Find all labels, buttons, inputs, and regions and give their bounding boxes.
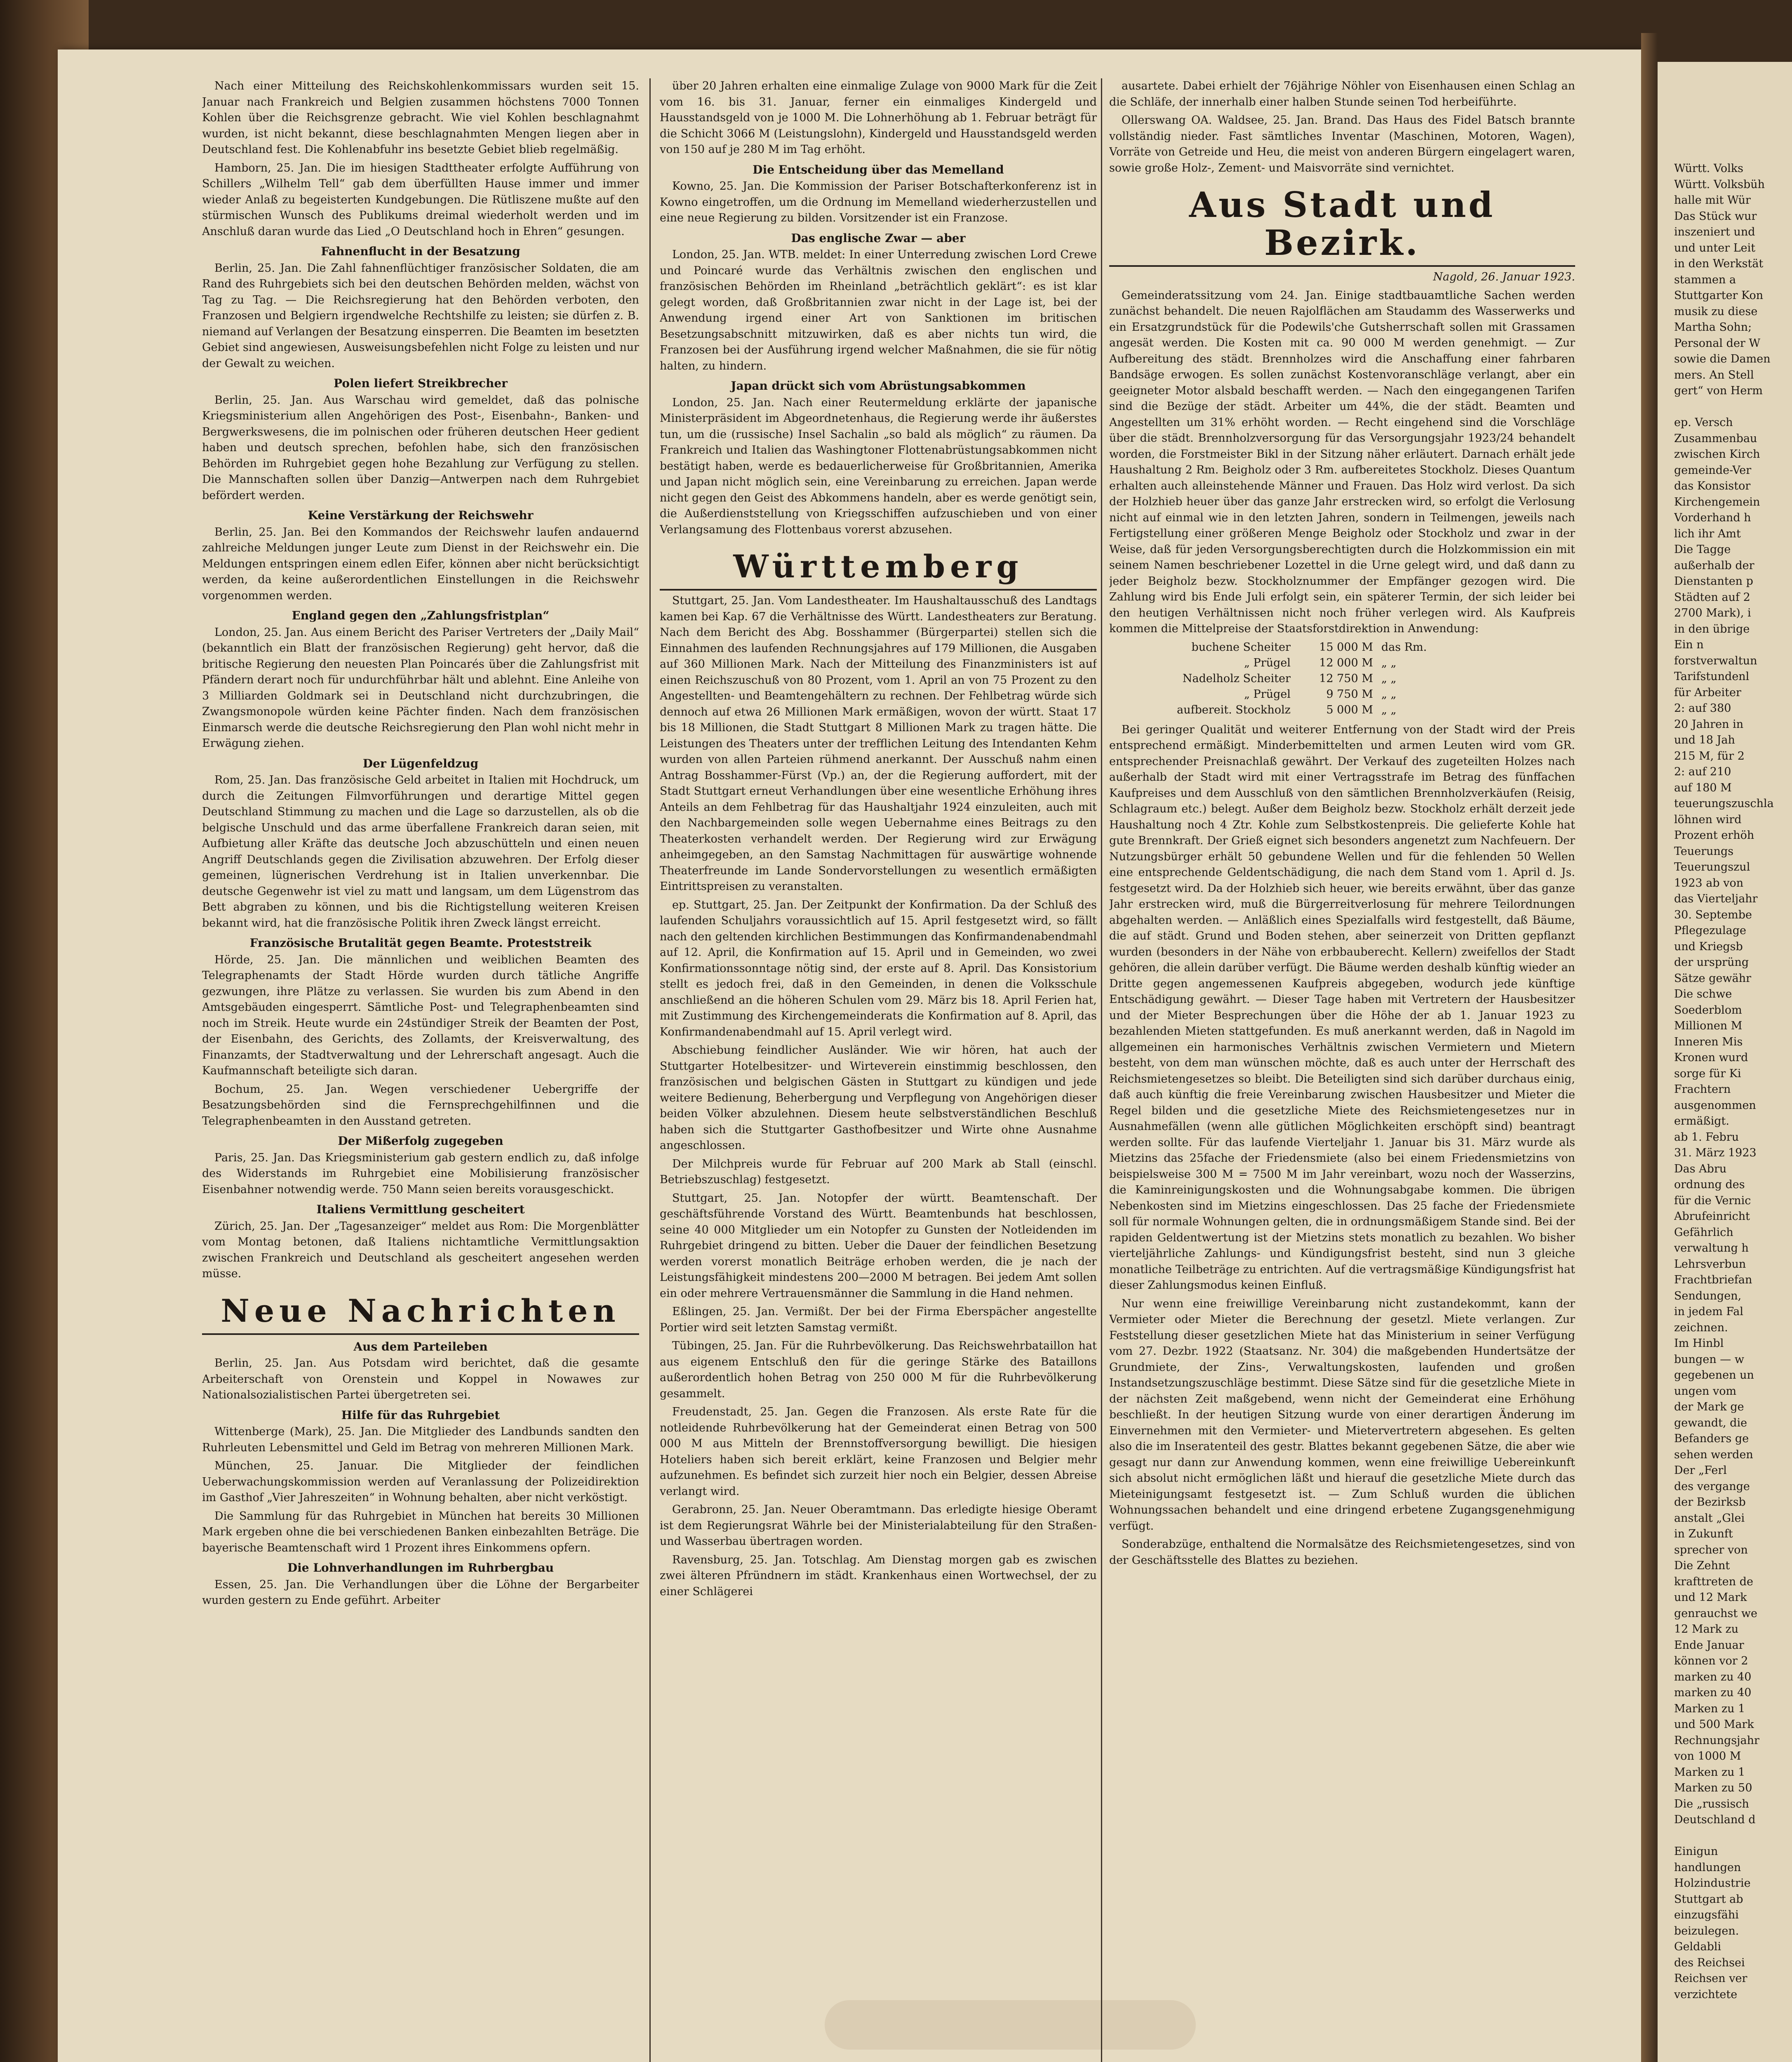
- article-headline: Das englische Zwar — aber: [791, 231, 966, 245]
- adjacent-page-line: musik zu diese: [1674, 305, 1758, 318]
- article-paragraph: Eßlingen, 25. Jan. Vermißt. Der bei der Firma Eberspächer angestellte Portier wird seit letzten Samstag vermißt.: [660, 1305, 1097, 1334]
- adjacent-page-line: Martha Sohn;: [1674, 321, 1752, 334]
- article-headline: Der Lügenfeldzug: [362, 756, 479, 770]
- article-paragraph: Berlin, 25. Jan. Aus Potsdam wird berichtet, daß die gesamte Arbeiterschaft von Orenstein und Koppel in Nowawes zur Nationalsozialistischen Partei übergetreten sei.: [202, 1357, 639, 1401]
- adjacent-page-line: Ein n: [1674, 638, 1704, 651]
- article-paragraph: Stuttgart, 25. Jan. Vom Landestheater. Im Haushaltausschuß des Landtags kamen bei Kap. 67 die Verhältnisse des Württ. Landestheaters zur Beratung. Nach dem Bericht des Abg. Bosshammer (Bürgerpartei) stellen sich die Einnahmen des laufenden Rechnungsjahres auf 179 Millionen, die Ausgaben auf 360 Millionen Mark. Nach der Mitteilung des Finanzministers ist auf einen Reichszuschuß von 80 Prozent, vom 1. April an von 75 Prozent zu den Angestellten- und Beamtengehältern zu rechnen. Der Fehlbetrag würde sich dennoch auf etwa 26 Millionen Mark ermäßigen, wovon der württ. Staat 17 bis 18 Millionen, die Stadt Stuttgart 8 Millionen Mark zu tragen hätte. Die Leistungen des Theaters unter der trefflichen Leitung des Intendanten Kehm wurden von allen Parteien rühmend anerkannt. Der Ausschuß nahm einen Antrag Bosshammer-Fürst (Vp.) an, der die Regierung auffordert, mit der Stadt Stuttgart erneut Verhandlungen über eine wesentliche Erhöhung ihres Anteils an dem Fehlbetrag für das Haushaltjahr 1924 einzuleiten, auch mit den Nachbargemeinden solle wegen Uebernahme eines Beitrags zu den Theaterkosten verhandelt werden. Der Regierung wird zur Erwägung anheimgegeben, an den Samstag Nachmittagen für auswärtige wohnende Theaterfreunde im Lande Sondervorstellungen zu wesentlich ermäßigten Eintrittspreisen zu veranstalten.: [660, 594, 1097, 893]
- adjacent-page-line: der Bezirksb: [1674, 1496, 1746, 1509]
- article-paragraph: Berlin, 25. Jan. Bei den Kommandos der Reichswehr laufen andauernd zahlreiche Meldungen junger Leute zum Dienst in der Reichswehr ein. Die Meldungen entspringen einem edlen Eifer, können aber nicht berücksichtigt werden, da keine außerordentlichen Einstellungen in die Reichswehr vorgenommen werden.: [202, 525, 639, 602]
- article-paragraph: Nur wenn eine freiwillige Vereinbarung nicht zustandekommt, kann der Vermieter oder Mieter die Berechnung der gesetzl. Miete verlangen. Zur Feststellung dieser gesetzlichen Miete hat das Ministerium in seiner Verfügung vom 27. Dezbr. 1922 (Staatsanz. Nr. 304) die maßgebenden Hundertsätze der Grundmiete, der Zins-, Verwaltungskosten, laufenden und großen Instandsetzungszuschläge bestimmt. Diese Sätze sind für die gesetzliche Miete in der nächsten Zeit maßgebend, wenn nicht der Gemeinderat eine Erhöhung beschließt. In der heutigen Sitzung wurde von einer derartigen Änderung im Einvernehmen mit den Vermieter- und Mietervertretern abgesehen. Es gelten also die im Inseratenteil des gestr. Blattes bekannt gegebenen Sätze, die aber wie gesagt nur dann zur Anwendung kommen, wenn eine freiwillige Uebereinkunft sich absolut nicht ermöglichen läßt und hierauf die gesetzliche Miete durch das Mieteinigungsamt festgesetzt ist. — Zum Schluß wurden die üblichen Wohnungssachen behandelt und eine dringend erbetene Zugangsgenehmigung verfügt.: [1109, 1297, 1575, 1532]
- adjacent-page-line: inszeniert und: [1674, 226, 1755, 238]
- adjacent-page-line: des vergange: [1674, 1480, 1750, 1493]
- adjacent-page-line: handlungen: [1674, 1861, 1741, 1874]
- article-paragraph: Hamborn, 25. Jan. Die im hiesigen Stadttheater erfolgte Aufführung von Schillers „Wilhelm Tell“ gab dem überfüllten Hause immer und immer wieder Anlaß zu begeisterten Kundgebungen. Die Rütliszene mußte auf den stürmischen Wunsch des Publikums dreimal wiederholt werden und im Anschluß daran wurde das Lied „O Deutschland hoch in Ehren“ gesungen.: [202, 161, 639, 238]
- adjacent-page-line: Das Abru: [1674, 1162, 1727, 1175]
- adjacent-page-line: auf 180 M: [1674, 781, 1732, 794]
- article-headline: Die Lohnverhandlungen im Ruhrbergbau: [287, 1561, 554, 1575]
- article-paragraph: Berlin, 25. Jan. Aus Warschau wird gemeldet, daß das polnische Kriegsministerium allen Angehörigen des Post-, Eisenbahn-, Banken- und Bergwerkswesens, die im polnischen oder früheren deutschen Heer gedient haben und deutsch sprechen, befohlen habe, sich den französischen Behörden im Ruhrgebiet gegen hohe Bezahlung zur Verfügung zu stellen. Die Mannschaften sollen über Danzig—Antwerpen nach dem Ruhrgebiet befördert werden.: [202, 393, 639, 502]
- adjacent-page-line: und Kriegsb: [1674, 940, 1743, 953]
- adjacent-page-line: Deutschland d: [1674, 1813, 1756, 1826]
- article-paragraph: ep. Stuttgart, 25. Jan. Der Zeitpunkt der Konfirmation. Da der Schluß des laufenden Schuljahrs voraussichtlich auf 15. April festgesetzt wird, so fällt nach den geltenden kirchlichen Bestimmungen das Konfirmandenabendmahl auf 12. April, die Konfirmation auf 15. April und in Gemeinden, wo zwei Konfirmationssonntage nötig sind, der erste auf 8. April. Das Konsistorium stellt es jedoch frei, daß in den Gemeinden, in denen die Volksschule anschließend an die höheren Schulen vom 29. März bis 18. April Ferien hat, mit Zustimmung des Kirchengemeinderats die Konfirmation auf 8. April, das Konfirmandenabendmahl auf 15. April verlegt wird.: [660, 898, 1097, 1038]
- adjacent-page-line: 30. Septembe: [1674, 908, 1752, 921]
- adjacent-page-line: Kronen wurd: [1674, 1051, 1748, 1064]
- article-headline: Japan drückt sich vom Abrüstungsabkommen: [731, 379, 1026, 393]
- adjacent-page-line: ordnung des: [1674, 1178, 1745, 1191]
- adjacent-page-line: Württ. Volksbüh: [1674, 178, 1765, 191]
- adjacent-page-line: Marken zu 1: [1674, 1702, 1745, 1715]
- adjacent-page-line: für die Vernic: [1674, 1194, 1751, 1207]
- article-paragraph: Stuttgart, 25. Jan. Notopfer der württ. Beamtenschaft. Der geschäftsführende Vorstand des Württ. Beamtenbunds hat beschlossen, seine 40 000 Mitglieder um ein Notopfer zu Gunsten der Notleidenden im Ruhrgebiet dringend zu bitten. Ueber die Dauer der feindlichen Besetzung werden vorerst monatlich Beiträge erhoben werden, die je nach der Leistungsfähigkeit mindestens 200—2000 M betragen. Bei jedem Amt sollen ein oder mehrere Vertrauensmänner die Sammlung in die Hand nehmen.: [660, 1191, 1097, 1300]
- article-paragraph: Bei geringer Qualität und weiterer Entfernung von der Stadt wird der Preis entsprechend ermäßigt. Minderbemittelten und armen Leuten wird vom GR. entsprechender Preisnachlaß gewährt. Der Verkauf des zugeteilten Holzes nach außerhalb der Stadt wird mit einer Vertragsstrafe im Betrag des fünffachen Kaufpreises und dem Ausschluß von den sämtlichen Brennholzverkäufen (Reisig, Schlagraum etc.) belegt. Außer dem Beigholz bezw. Stockholz erhält derzeit jede Haushaltung noch 4 Ztr. Kohle zum Selbstkostenpreis. Die gelieferte Kohle hat gute Brennkraft. Der Grieß eignet sich besonders angenetzt zum Nachfeuern. Der Nutzungsbürger erhält 50 gebundene Wellen und für die fehlenden 50 Wellen eine entsprechende Geldentschädigung, die nach dem Stand vom 1. April d. Js. festgesetzt wird. Da der Holzhieb sich heuer, wie bereits erwähnt, über das ganze Jahr erstrecken wird, muß die Bürgerreitverlosung für mehrere Teilordnungen abgehalten werden. — Anläßlich eines Spezialfalls wird festgestellt, daß Bäume, die auf städt. Grund und Boden stehen, aber seinerzeit von Dritten gepflanzt wurden (besonders in der Nähe von erbbauberecht. Kellern) zweifellos der Stadt gehören, die allein darüber verfügt. Die Bäume werden deshalb künftig wieder an Dritte gegen angemessenen Kaufpreis abgegeben, wodurch jede künftige Entschädigung gewährt. — Dieser Tage haben mit Vertretern der Hausbesitzer und der Mieter Besprechungen über die Höhe der ab 1. Januar 1923 zu bezahlenden Mieten stattgefunden. Es muß anerkannt werden, daß in Nagold im allgemeinen ein harmonisches Verhältnis zwischen Vermietern und Mietern besteht, von dem man wünschen möchte, daß es auch unter der Herrschaft des Reichsmietengesetzes so bleibt. Die Beteiligten sind sich darüber durchaus einig, daß auch künftig die freie Vereinbarung zwischen Hausbesitzer und Mieter die Regel bilden und die gesetzliche Miete des Reichsmietengesetzes nur in Ausnahmefällen (wenn alle gütlichen Möglichkeiten erschöpft sind) beantragt werden sollte. Für das laufende Vierteljahr 1. Januar bis 31. März wurde als Mietzins das 25fache der Friedensmiete (also bei einem Friedensmietzins von beispielsweise 300 M = 7500 M im Jahr vereinbart, wozu noch der Wasserzins, die Kaminreinigungskosten und die Wohnungsabgabe kommen. Die übrigen Nebenkosten sind im Mietzins eingeschlossen. Das 25 fache der Friedensmiete soll für normale Wohnungen gelten, die in ordnungsmäßigem Stande sind. Bei der rapiden Geldentwertung ist der Mietzins stets monatlich zu bezahlen. Wo bisher vierteljährliche Zahlungs- und Kündigungsfrist besteht, sind nun 3 gleiche monatliche Teilbeträge zu entrichten. Auf die vertragsmäßige Kündigungsfrist hat dieser Zahlungsmodus keinen Einfluß.: [1109, 723, 1575, 1292]
- price-table-cell: „ Prügel: [1244, 687, 1291, 701]
- price-table-cell: 9 750 M: [1326, 687, 1373, 701]
- adjacent-page-line: Frachtern: [1674, 1083, 1731, 1096]
- adjacent-page-line: in den Werkstät: [1674, 257, 1764, 270]
- adjacent-page-line: in Zukunft: [1674, 1528, 1733, 1540]
- adjacent-page-line: Die Zehnt: [1674, 1559, 1730, 1572]
- adjacent-page-line: für Arbeiter: [1674, 686, 1741, 699]
- adjacent-page-line: Ende Januar: [1674, 1638, 1744, 1652]
- adjacent-page-line: Frachtbriefan: [1674, 1273, 1752, 1286]
- price-table: [1109, 640, 1575, 718]
- adjacent-page-line: anstalt „Glei: [1674, 1511, 1745, 1525]
- adjacent-page-line: Befanders ge: [1674, 1432, 1749, 1445]
- adjacent-page-line: außerhalb der: [1674, 559, 1754, 572]
- price-table-row: [1109, 640, 1575, 655]
- price-table-cell: buchene Scheiter: [1191, 640, 1291, 654]
- adjacent-page-line: und 18 Jah: [1674, 734, 1735, 746]
- adjacent-page-line: verzichtete: [1674, 1988, 1738, 2001]
- price-table-cell: „ „: [1381, 656, 1397, 669]
- adjacent-page-line: forstverwaltun: [1674, 654, 1757, 667]
- article-paragraph: Kowno, 25. Jan. Die Kommission der Pariser Botschafterkonferenz ist in Kowno eingetroffen, um die Ordnung im Memelland wiederherzustellen und eine neue Regierung zu bilden. Vorsitzender ist ein Franzose.: [660, 180, 1097, 224]
- adjacent-page-line: gewandt, die: [1674, 1416, 1747, 1429]
- adjacent-page-line: 20 Jahren in: [1674, 718, 1744, 731]
- adjacent-page-line: 31. März 1923: [1674, 1146, 1757, 1159]
- adjacent-page-line: Gefährlich: [1674, 1226, 1733, 1239]
- price-table-row: [1109, 655, 1575, 671]
- adjacent-page-line: von 1000 M: [1674, 1750, 1741, 1763]
- column-rule: [1101, 78, 1102, 2062]
- price-table-row: [1109, 671, 1575, 687]
- section-heading: Aus Stadt und Bezirk.: [1109, 186, 1575, 267]
- adjacent-page-line: 2700 Mark), i: [1674, 607, 1751, 619]
- adjacent-page-line: [1674, 399, 1792, 415]
- article-paragraph: Gemeinderatssitzung vom 24. Jan. Einige stadtbauamtliche Sachen werden zunächst behandelt. Die neuen Rajolflächen am Staudamm des Wasserwerks und ein Ersatzgrundstück für die Podewils'che Gutsherrschaft sollen mit Grassamen angesät werden. Die Kosten mit ca. 90 000 M werden genehmigt. — Zur Aufbereitung des städt. Brennholzes wird die Anschaffung einer fahrbaren Bandsäge erwogen. Es sollen zunächst Kostenvoranschläge verlangt, aber ein geeigneter Motor alsbald beschafft werden. — Nach den eingegangenen Tarifen sind die Bezüge der städt. Arbeiter um 44%, die der städt. Beamten und Angestellten um 31% erhöht worden. — Recht eingehend sind die Vorschläge über die städt. Brennholzversorgung für das Versorgungsjahr 1923/24 behandelt worden, die Forstmeister Bikl in der Sitzung näher erläutert. Darnach erhält jede Haushaltung 2 Rm. Beigholz oder 3 Rm. aufbereitetes Stockholz. Dieses Quantum erhalten auch alleinstehende Männer und Frauen. Das Holz wird verlost. Da sich der Holzhieb heuer über das ganze Jahr erstrecken wird, so erfolgt die Verlosung nicht auf einmal wie in den letzten Jahren, sondern in Teilmengen, jeweils nach Fertigstellung einer größeren Menge Beigholz oder Stockholz und zwar in der Weise, daß für jeden Versorgungsberechtigten durch die Holzkommission ein mit seinem Namen beschriebener Lozettel in die Urne gelegt wird, und daß dann zu jeder Beigholz bezw. Stockholznummer der Empfänger gezogen wird. Die Zahlung wird bis Ende Juli erfolgt sein, ein späterer Termin, der sich leider bei den heutigen Verhältnissen nicht noch früher verlegen wird. Als Kaufpreis kommen die Mittelpreise der Staatsforstdirektion in Anwendung:: [1109, 289, 1575, 635]
- adjacent-page-line: 2: auf 210: [1674, 765, 1731, 778]
- price-table-cell: 15 000 M: [1319, 640, 1373, 654]
- adjacent-page-line: gert“ von Herm: [1674, 384, 1763, 397]
- column-2: [660, 78, 1097, 2062]
- adjacent-page-line: mers. An Stell: [1674, 368, 1754, 381]
- price-table-cell: 12 000 M: [1319, 656, 1373, 669]
- section-heading: Neue Nachrichten: [202, 1292, 639, 1335]
- adjacent-page-line: in den übrige: [1674, 622, 1750, 636]
- adjacent-page-line: Pflegezulage: [1674, 924, 1747, 937]
- adjacent-page-line: in jedem Fal: [1674, 1305, 1744, 1318]
- page-gutter: [1641, 33, 1658, 2062]
- adjacent-page-line: Teuerungszul: [1674, 861, 1750, 873]
- adjacent-page-line: stammen a: [1674, 273, 1736, 286]
- article-paragraph: Zürich, 25. Jan. Der „Tagesanzeiger“ meldet aus Rom: Die Morgenblätter vom Montag betonen, daß Italiens nichtamtliche Vermittlungsaktion zwischen Frankreich und Deutschland als gescheitert angesehen werden müsse.: [202, 1219, 639, 1280]
- adjacent-page-line: marken zu 40: [1674, 1686, 1752, 1699]
- section-heading: Württemberg: [660, 548, 1097, 591]
- adjacent-page-line: Holzindustrie: [1674, 1877, 1751, 1890]
- price-table-cell: Nadelholz Scheiter: [1182, 672, 1291, 685]
- adjacent-page-line: 1923 ab von: [1674, 876, 1744, 890]
- adjacent-page-line: Personal der W: [1674, 337, 1761, 350]
- article-paragraph: London, 25. Jan. Nach einer Reutermeldung erklärte der japanische Ministerpräsident im Abgeordnetenhaus, die Regierung werde ihr äußerstes tun, um die (russische) Insel Sachalin „so bald als möglich“ zu räumen. Da Frankreich und Italien das Washingtoner Flottenabrüstungsabkommen nicht bestätigt haben, werde es bedauerlicherweise für Großbritannien, Amerika und Japan nicht möglich sein, eine Vereinbarung zu erreichen. Japan werde nicht gegen den Geist des Abkommens handeln, aber es werde genötigt sein, die Außerdienststellung von Kriegsschiffen aufzuschieben und von einer Verlangsamung des Flottenbaus vorerst abzusehen.: [660, 396, 1097, 536]
- adjacent-page-line: und 500 Mark: [1674, 1718, 1754, 1731]
- adjacent-page-line: lich ihr Amt: [1674, 527, 1741, 540]
- adjacent-page-line: sehen werden: [1674, 1448, 1753, 1461]
- adjacent-page-line: des Reichsei: [1674, 1956, 1745, 1969]
- article-paragraph: über 20 Jahren erhalten eine einmalige Zulage von 9000 Mark für die Zeit vom 16. bis 31. Januar, ferner ein einmaliges Kindergeld und Hausstandsgeld von je 1000 M. Die Lohnerhöhung ab 1. Februar beträgt für die Schicht 3066 M (Leistungslohn), Kindergeld und Hausstandsgeld werden von 150 auf je 280 M im Tag erhöht.: [660, 80, 1097, 156]
- adjacent-page-line: das Konsistor: [1674, 480, 1751, 492]
- adjacent-page-line: sowie die Damen: [1674, 353, 1771, 365]
- article-headline: England gegen den „Zahlungsfristplan“: [292, 609, 550, 622]
- price-table-cell: 5 000 M: [1326, 703, 1373, 716]
- price-table-cell: „ „: [1381, 687, 1397, 701]
- adjacent-page-line: Kirchengemein: [1674, 495, 1760, 508]
- adjacent-page-line: Die schwe: [1674, 988, 1732, 1000]
- adjacent-page-line: löhnen wird: [1674, 813, 1742, 826]
- article-headline: Aus dem Parteileben: [353, 1339, 488, 1353]
- article-headline: Polen liefert Streikbrecher: [334, 377, 508, 390]
- adjacent-page-line: marken zu 40: [1674, 1670, 1752, 1683]
- price-table-cell: „ Prügel: [1244, 656, 1291, 669]
- article-paragraph: ausartete. Dabei erhielt der 76jährige Nöhler von Eisenhausen einen Schlag an die Schläfe, der innerhalb einer halben Stunde seinen Tod herbeiführte.: [1109, 80, 1575, 108]
- adjacent-page-line: zwischen Kirch: [1674, 448, 1760, 461]
- adjacent-page-line: [1674, 1828, 1792, 1844]
- price-table-row: [1109, 702, 1575, 718]
- adjacent-page-line: 215 M, für 2: [1674, 749, 1745, 763]
- article-headline: Französische Brutalität gegen Beamte. Proteststreik: [249, 936, 592, 950]
- adjacent-page: [1658, 62, 1792, 2062]
- adjacent-page-line: Zusammenbau: [1674, 432, 1757, 445]
- adjacent-page-line: ungen vom: [1674, 1384, 1737, 1398]
- adjacent-page-line: sprecher von: [1674, 1543, 1748, 1556]
- adjacent-page-line: Dienstanten p: [1674, 575, 1753, 588]
- adjacent-page-line: Tarifstundenl: [1674, 670, 1750, 683]
- adjacent-page-line: Stuttgart ab: [1674, 1893, 1743, 1906]
- adjacent-page-line: verwaltung h: [1674, 1242, 1749, 1255]
- adjacent-page-line: Die Tagge: [1674, 543, 1731, 556]
- article-paragraph: Berlin, 25. Jan. Die Zahl fahnenflüchtiger französischer Soldaten, die am Rand des Ruhrgebiets sich bei den deutschen Behörden melden, wächst von Tag zu Tag. — Die Reichsregierung hat den Behörden verboten, den Franzosen und Belgiern irgendwelche Rechtshilfe zu leisten; sie dürfen z. B. niemand auf Verlangen der Besatzung einsperren. Die Beamten im besetzten Gebiet sind angewiesen, Ausweisungsbefehlen nicht Folge zu leisten und nur der Gewalt zu weichen.: [202, 261, 639, 370]
- article-paragraph: Tübingen, 25. Jan. Für die Ruhrbevölkerung. Das Reichswehrbataillon hat aus eigenem Entschluß den für die geringe Stärke des Bataillons außerordentlich hohen Betrag von 250 000 M für die Ruhrbevölkerung gesammelt.: [660, 1339, 1097, 1400]
- article-paragraph: Essen, 25. Jan. Die Verhandlungen über die Löhne der Bergarbeiter wurden gestern zu Ende geführt. Arbeiter: [202, 1578, 639, 1607]
- adjacent-page-line: bungen — w: [1674, 1353, 1744, 1366]
- article-paragraph: Ravensburg, 25. Jan. Totschlag. Am Dienstag morgen gab es zwischen zwei älteren Pfründnern im städt. Krankenhaus einen Wortwechsel, der zu einer Schlägerei: [660, 1553, 1097, 1598]
- adjacent-page-line: Soederblom: [1674, 1003, 1742, 1017]
- adjacent-page-line: Im Hinbl: [1674, 1337, 1724, 1350]
- adjacent-page-line: ermäßigt.: [1674, 1115, 1729, 1128]
- adjacent-page-line: Teuerungs: [1674, 845, 1734, 858]
- adjacent-page-line: Prozent erhöh: [1674, 829, 1754, 842]
- article-headline: Die Entscheidung über das Memelland: [753, 162, 1004, 177]
- price-table-cell: das Rm.: [1381, 640, 1427, 654]
- adjacent-page-line: Württ. Volks: [1674, 162, 1743, 175]
- adjacent-page-line: Städten auf 2: [1674, 591, 1750, 604]
- adjacent-page-line: Vorderhand h: [1674, 511, 1751, 524]
- price-table-cell: aufbereit. Stockholz: [1177, 703, 1291, 716]
- adjacent-page-line: halle mit Wür: [1674, 194, 1751, 207]
- article-paragraph: Die Sammlung für das Ruhrgebiet in München hat bereits 30 Millionen Mark ergeben ohne die bei verschiedenen Banken einbezahlten Beträge. Die bayerische Beamtenschaft wird 1 Prozent ihres Einkommens opfern.: [202, 1509, 639, 1554]
- adjacent-page-line: Marken zu 1: [1674, 1765, 1745, 1779]
- article-paragraph: München, 25. Januar. Die Mitglieder der feindlichen Ueberwachungskommission werden auf Veranlassung der Polizeidirektion im Gasthof „Vier Jahreszeiten“ in Wohnung behalten, aber nicht verköstigt.: [202, 1459, 639, 1504]
- adjacent-page-line: Lehrsverbun: [1674, 1257, 1746, 1271]
- article-headline: Italiens Vermittlung gescheitert: [316, 1203, 525, 1216]
- article-headline: Hilfe für das Ruhrgebiet: [341, 1408, 500, 1422]
- adjacent-page-line: 12 Mark zu: [1674, 1623, 1739, 1636]
- adjacent-page-line: können vor 2: [1674, 1655, 1748, 1667]
- article-paragraph: London, 25. Jan. Aus einem Bericht des Pariser Vertreters der „Daily Mail“ (bekanntlich ein Blatt der französischen Regierung) geht hervor, daß die britische Regierung den neuesten Plan Poincarés über die Zahlungsfrist mit Pfändern derart noch für undurchführbar hält und ablehnt. Eine Anleihe von 3 Milliarden Goldmark sei in Deutschland nicht durchzubringen, die Zwangsmonopole würden keine Pächter finden. Nach dem französischen Einmarsch werde die deutsche Reichsregierung den Plan wohl nicht mehr in Erwägung ziehen.: [202, 626, 639, 750]
- adjacent-page-line: 2: auf 380: [1674, 702, 1731, 715]
- article-paragraph: Gerabronn, 25. Jan. Neuer Oberamtmann. Das erledigte hiesige Oberamt ist dem Regierungsrat Währle bei der Ministerialabteilung für den Straßen- und Wasserbau übertragen worden.: [660, 1503, 1097, 1548]
- adjacent-page-line: ab 1. Febru: [1674, 1130, 1739, 1144]
- article-paragraph: Nach einer Mitteilung des Reichskohlenkommissars wurden seit 15. Januar nach Frankreich und Belgien zusammen höchstens 7000 Tonnen Kohlen über die Reichsgrenze gebracht. Wie viel Kohlen beschlagnahmt wurden, ist nicht bekannt, diese beschlagnahmten Mengen liegen aber in Deutschland fest. Die Kohlenabfuhr ins besetzte Gebiet blieb regelmäßig.: [202, 80, 639, 156]
- adjacent-page-line: Inneren Mis: [1674, 1035, 1743, 1048]
- adjacent-page-line: sorge für Ki: [1674, 1067, 1741, 1080]
- adjacent-page-line: und 12 Mark: [1674, 1591, 1747, 1604]
- adjacent-page-line: Reichsen ver: [1674, 1972, 1747, 1985]
- article-paragraph: London, 25. Jan. WTB. meldet: In einer Unterredung zwischen Lord Crewe und Poincaré wurde das Verhältnis zwischen den englischen und französischen Behörden im Rheinland „beträchtlich geklärt“: es ist klar gelegt worden, daß Großbritannien zwar nicht in der Lage ist, bei der Anwendung irgend einer Art von Sanktionen im britischen Besetzungsabschnitt mitzuwirken, daß es aber nichts tun wird, die Franzosen bei der Ausführung irgend welcher Maßnahmen, die sie für nötig halten, zu hindern.: [660, 248, 1097, 372]
- adjacent-page-line: der ursprüng: [1674, 956, 1749, 969]
- column-1: [202, 78, 639, 2062]
- article-headline: Der Mißerfolg zugegeben: [338, 1134, 503, 1148]
- article-paragraph: Rom, 25. Jan. Das französische Geld arbeitet in Italien mit Hochdruck, um durch die Zeitungen Filmvorführungen und derartige Mittel gegen Deutschland Stimmung zu machen und die Lage so darzustellen, als ob die belgische Unschuld und das arme überfallene Frankreich daran seien, mit Aufbietung aller Kräfte das deutsche Joch abzuschütteln und einen neuen Angriff Deutschlands gegen die Zivilisation abzuwehren. Der Erfolg dieser gemeinen, lügnerischen Verdrehung ist in Italien unverkennbar. Die deutsche Gegenwehr ist viel zu matt und langsam, um dem Lügenstrom das Bett abgraben zu können, und bis die Richtigstellung weiteren Kreisen bekannt wird, hat die französische Politik ihren Zweck längst erreicht.: [202, 774, 639, 930]
- dateline: Nagold, 26. Januar 1923.: [1433, 271, 1575, 283]
- adjacent-page-line: Sendungen,: [1674, 1289, 1742, 1302]
- adjacent-page-line: teuerungszuschla: [1674, 797, 1774, 810]
- adjacent-page-line: Stuttgarter Kon: [1674, 289, 1764, 302]
- adjacent-page-line: Geldabli: [1674, 1940, 1721, 1953]
- article-paragraph: Ollerswang OA. Waldsee, 25. Jan. Brand. Das Haus des Fidel Batsch brannte vollständig nieder. Fast sämtliches Inventar (Maschinen, Motoren, Wagen), Vorräte von Getreide und Heu, die meist von anderen Bürgern eingelagert waren, sowie große Holz-, Zement- und Maisvorräte sind vernichtet.: [1109, 114, 1575, 174]
- article-paragraph: Freudenstadt, 25. Jan. Gegen die Franzosen. Als erste Rate für die notleidende Ruhrbevölkerung hat der Gemeinderat einen Betrag von 500 000 M aus Mitteln der Brennstoffversorgung bewilligt. Die hiesigen Hoteliers haben sich bereit erklärt, keine Franzosen und Belgier mehr aufzunehmen. Es befindet sich zurzeit hier noch ein Belgier, dessen Abreise verlangt wird.: [660, 1405, 1097, 1498]
- adjacent-page-line: genrauchst we: [1674, 1607, 1757, 1620]
- article-headline: Fahnenflucht in der Besatzung: [321, 245, 520, 258]
- price-table-cell: „ „: [1381, 703, 1397, 716]
- article-paragraph: Der Milchpreis wurde für Februar auf 200 Mark ab Stall (einschl. Betriebszuschlag) festgesetzt.: [660, 1157, 1097, 1186]
- adjacent-page-line: Das Stück wur: [1674, 209, 1757, 223]
- adjacent-page-line: krafttreten de: [1674, 1575, 1754, 1588]
- adjacent-page-line: der Mark ge: [1674, 1401, 1744, 1413]
- adjacent-page-line: das Vierteljahr: [1674, 892, 1758, 905]
- adjacent-page-line: gemeinde-Ver: [1674, 464, 1752, 477]
- article-paragraph: Abschiebung feindlicher Ausländer. Wie wir hören, hat auch der Stuttgarter Hotelbesitzer- und Wirteverein einstimmig beschlossen, den französischen und belgischen Gästen in Stuttgart zu kündigen und jede weitere Bedienung, Beherbergung und Verpflegung von Angehörigen dieser beiden Völker abzulehnen. Diesem heute selbstverständlichen Beschluß haben sich die Stuttgarter Gasthofbesitzer und Wirte ohne Ausnahme angeschlossen.: [660, 1044, 1097, 1152]
- adjacent-page-line: einzugsfähi: [1674, 1909, 1739, 1921]
- adjacent-page-line: Einigun: [1674, 1845, 1718, 1858]
- adjacent-page-column: [1674, 161, 1792, 2062]
- article-headline: Keine Verstärkung der Reichswehr: [308, 508, 534, 522]
- adjacent-page-line: Marken zu 50: [1674, 1782, 1752, 1794]
- column-3: [1109, 78, 1575, 2062]
- adjacent-page-line: und unter Leit: [1674, 241, 1756, 254]
- adjacent-page-line: ep. Versch: [1674, 416, 1733, 429]
- adjacent-page-line: Millionen M: [1674, 1019, 1743, 1032]
- price-table-cell: „ „: [1381, 672, 1397, 685]
- article-paragraph: Hörde, 25. Jan. Die männlichen und weiblichen Beamten des Telegraphenamts der Stadt Hörde wurden durch tätliche Angriffe gezwungen, ihre Plätze zu verlassen. Sie wurden bis zum Abend in den Amtsgebäuden eingesperrt. Sämtliche Post- und Telegraphenbeamten sind noch im Streik. Heute wurde ein 24stündiger Streik der Beamten der Post, der Eisenbahn, des Gerichts, des Zollamts, der Kreisverwaltung, des Finanzamts, der Stadtverwaltung und der Lehrerschaft angesagt. Auch die Kaufmannschaft beteiligte sich daran.: [202, 953, 639, 1077]
- adjacent-page-line: ausgenommen: [1674, 1099, 1756, 1112]
- adjacent-page-line: beizulegen.: [1674, 1924, 1739, 1937]
- adjacent-page-line: Abrufeinricht: [1674, 1210, 1750, 1223]
- price-table-row: [1109, 687, 1575, 702]
- adjacent-page-line: Rechnungsjahr: [1674, 1734, 1759, 1747]
- adjacent-page-line: Sätze gewähr: [1674, 972, 1751, 985]
- article-paragraph: Paris, 25. Jan. Das Kriegsministerium gab gestern endlich zu, daß infolge des Widerstands im Ruhrgebiet eine Mobilisierung französischer Eisenbahner notwendig werde. 750 Mann seien bereits vorausgeschickt.: [202, 1151, 639, 1196]
- adjacent-page-line: Die „russisch: [1674, 1797, 1749, 1810]
- article-paragraph: Wittenberge (Mark), 25. Jan. Die Mitglieder des Landbunds sandten den Ruhrleuten Lebensmittel und Geld im Betrag von mehreren Millionen Mark.: [202, 1425, 639, 1454]
- article-paragraph: Sonderabzüge, enthaltend die Normalsätze des Reichsmietengesetzes, sind von der Geschäftsstelle des Blattes zu beziehen.: [1109, 1538, 1575, 1567]
- price-table-cell: 12 750 M: [1319, 672, 1373, 685]
- adjacent-page-line: gegebenen un: [1674, 1369, 1754, 1382]
- adjacent-page-line: zeichnen.: [1674, 1321, 1728, 1334]
- article-paragraph: Bochum, 25. Jan. Wegen verschiedener Uebergriffe der Besatzungsbehörden sind die Fernsprechgehilfinnen und die Telegraphenbeamten in den Ausstand getreten.: [202, 1083, 639, 1128]
- adjacent-page-line: Der „Ferl: [1674, 1464, 1727, 1477]
- column-rule: [649, 78, 651, 2062]
